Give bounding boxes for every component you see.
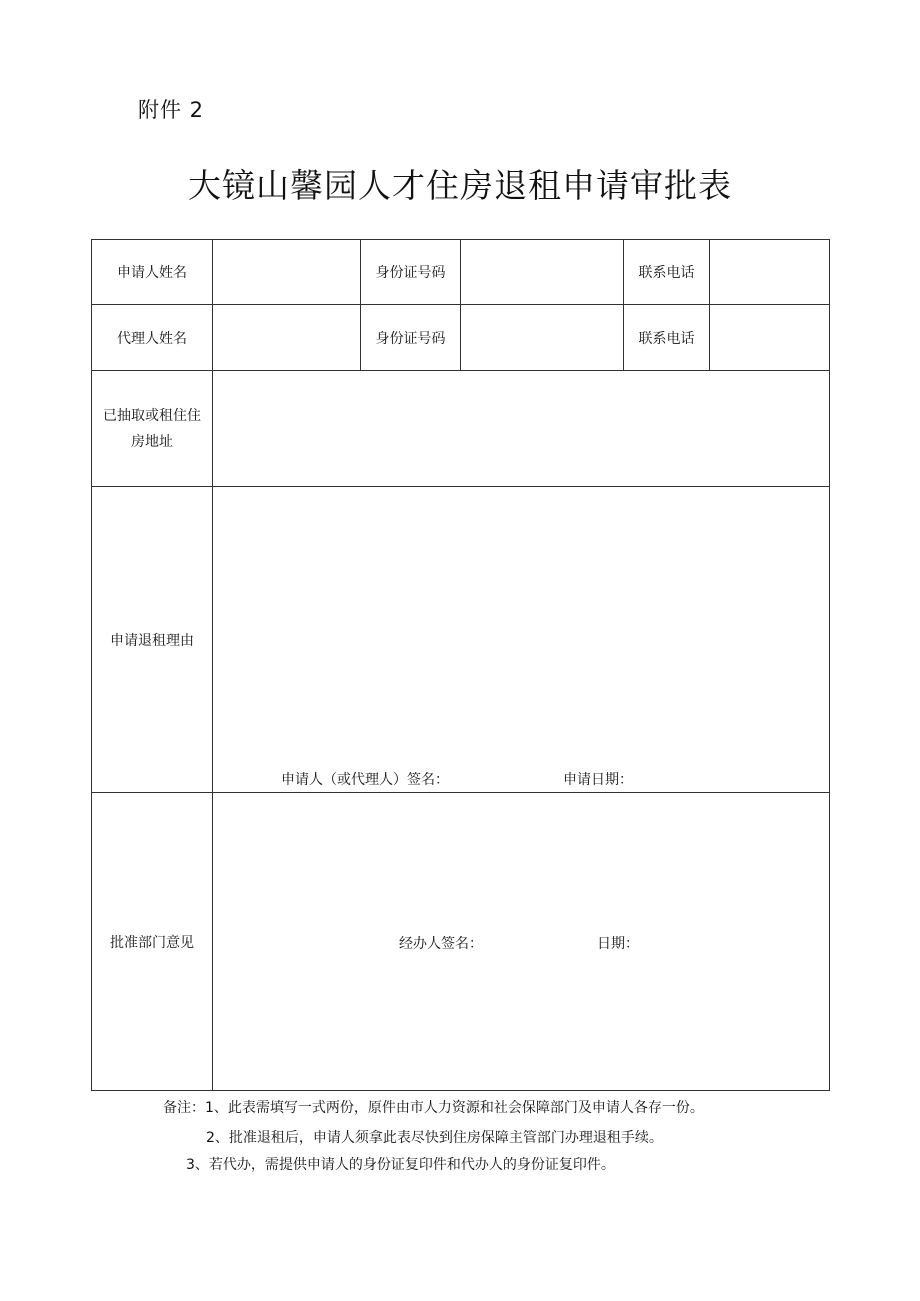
applicant-id-field[interactable] — [461, 240, 624, 305]
approve-date-label: 日期： — [597, 936, 639, 952]
approval-label: 批准部门意见 — [92, 793, 213, 1091]
agent-name-field[interactable] — [213, 305, 361, 371]
form-title: 大镜山馨园人才住房退租申请审批表 — [188, 166, 732, 205]
applicant-phone-field[interactable] — [710, 240, 830, 305]
applicant-name-label: 申请人姓名 — [92, 240, 213, 305]
apply-date-label: 申请日期： — [563, 772, 633, 788]
note-2: 2、批准退租后，申请人须拿此表尽快到住房保障主管部门办理退租手续。 — [206, 1130, 663, 1146]
reason-label: 申请退租理由 — [92, 487, 213, 793]
application-form-table — [91, 239, 830, 1091]
reason-field[interactable] — [213, 487, 830, 793]
applicant-phone-label: 联系电话 — [624, 240, 710, 305]
applicant-id-label: 身份证号码 — [361, 240, 461, 305]
applicant-name-field[interactable] — [213, 240, 361, 305]
address-field[interactable] — [213, 371, 830, 487]
applicant-sign-label: 申请人（或代理人）签名： — [281, 772, 449, 788]
address-label: 已抽取或租住住房地址 — [92, 371, 213, 487]
agent-name-label: 代理人姓名 — [92, 305, 213, 371]
note-3: 3、若代办，需提供申请人的身份证复印件和代办人的身份证复印件。 — [186, 1157, 615, 1173]
approval-field[interactable] — [213, 793, 830, 1091]
attachment-label: 附件 2 — [138, 98, 205, 122]
agent-phone-field[interactable] — [710, 305, 830, 371]
note-1: 备注：1、此表需填写一式两份，原件由市人力资源和社会保障部门及申请人各存一份。 — [163, 1100, 704, 1116]
agent-id-field[interactable] — [461, 305, 624, 371]
agent-phone-label: 联系电话 — [624, 305, 710, 371]
agent-id-label: 身份证号码 — [361, 305, 461, 371]
handler-sign-label: 经办人签名： — [399, 936, 483, 952]
